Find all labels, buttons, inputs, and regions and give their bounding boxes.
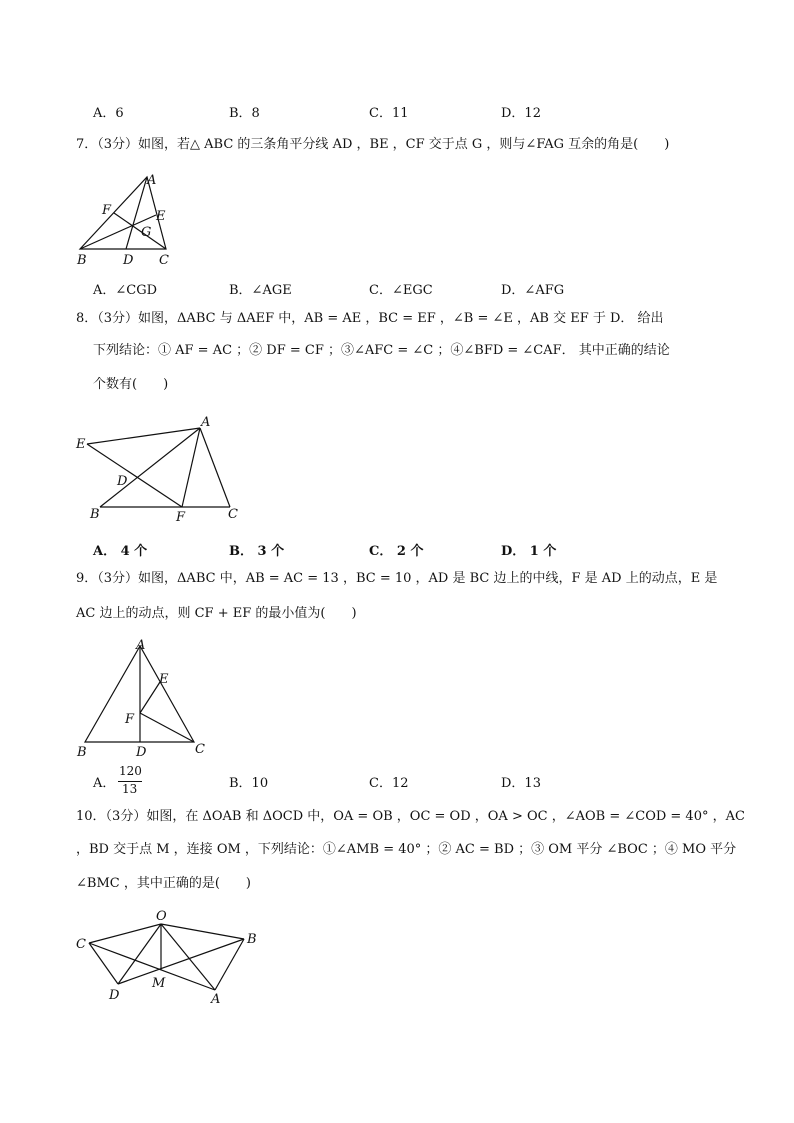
q9-option-c: C．12	[369, 776, 409, 791]
q7-label-d: D	[123, 253, 134, 268]
q8-option-a: A． 4 个	[93, 544, 148, 559]
q9-label-e: E	[159, 672, 169, 687]
q8-label-e: E	[76, 437, 86, 452]
q7-label-c: C	[159, 253, 169, 268]
q10-stem-line2: ，BD 交于点 M ，连接 OM ，下列结论：①∠AMB = 40° ；② AC = BD ；③ OM 平分 ∠BOC ；④ MO 平分	[76, 842, 737, 857]
q9-stem-line2: AC 边上的动点，则 CF + EF 的最小值为( )	[76, 606, 357, 621]
q9-label-a: A	[136, 638, 146, 653]
q7-option-b: B．∠AGE	[229, 283, 292, 298]
q10-figure	[70, 905, 270, 1010]
q7-label-g: G	[141, 225, 152, 240]
q9-option-a-prefix: A．	[93, 776, 116, 791]
q7-option-c: C．∠EGC	[369, 283, 433, 298]
q8-stem-line3: 个数有( )	[93, 377, 169, 392]
q9-figure	[70, 636, 220, 761]
q9-option-a-denominator: 13	[122, 782, 138, 796]
q8-option-b: B． 3 个	[229, 544, 285, 559]
q9-label-c: C	[195, 742, 205, 757]
q10-stem-line3: ∠BMC ，其中正确的是( )	[76, 876, 251, 891]
q9-option-d: D．13	[501, 776, 541, 791]
q7-option-a: A．∠CGD	[93, 283, 158, 298]
q10-label-a: A	[211, 992, 221, 1007]
q7-label-a: A	[147, 173, 157, 188]
q8-label-c: C	[228, 507, 238, 522]
q7-label-e: E	[156, 209, 166, 224]
q9-label-f: F	[125, 712, 135, 727]
q6-option-b: B．8	[229, 106, 260, 121]
q6-option-d: D．12	[501, 106, 541, 121]
q6-option-c: C．11	[369, 106, 409, 121]
q7-option-d: D．∠AFG	[501, 283, 565, 298]
q8-figure	[70, 410, 250, 525]
q9-option-b: B．10	[229, 776, 269, 791]
q10-stem-line1: 10．（3分）如图，在 ΔOAB 和 ΔOCD 中，OA = OB ，OC = OD ，OA > OC ，∠AOB = ∠COD = 40° ，AC	[76, 809, 745, 824]
q8-stem-line1: 8．（3分）如图，ΔABC 与 ΔAEF 中，AB = AE ，BC = EF ，∠B = ∠E ，AB 交 EF 于 D． 给出	[76, 311, 664, 326]
q7-label-b: B	[77, 253, 87, 268]
q10-label-m: M	[152, 976, 166, 991]
q8-option-d: D． 1 个	[501, 544, 557, 559]
q8-label-d: D	[117, 474, 128, 489]
q8-stem-line2: 下列结论：① AF = AC ；② DF = CF ；③∠AFC = ∠C ；④∠BFD = ∠CAF． 其中正确的结论	[93, 343, 670, 358]
q7-figure	[70, 165, 180, 270]
q9-stem-line1: 9．（3分）如图，ΔABC 中，AB = AC = 13 ，BC = 10 ，AD 是 BC 边上的中线，F 是 AD 上的动点，E 是	[76, 571, 718, 586]
q9-option-a-numerator: 120	[119, 764, 142, 778]
q8-option-c: C． 2 个	[369, 544, 424, 559]
q7-label-f: F	[102, 203, 112, 218]
q8-label-b: B	[90, 507, 100, 522]
q10-label-o: O	[156, 909, 167, 924]
q8-label-f: F	[176, 510, 186, 525]
q9-label-d: D	[136, 745, 147, 760]
q8-label-a: A	[201, 415, 211, 430]
q10-label-d: D	[109, 988, 120, 1003]
q10-label-c: C	[76, 937, 86, 952]
q6-option-a: A．6	[93, 106, 124, 121]
q10-label-b: B	[247, 932, 257, 947]
q7-stem: 7．（3分）如图，若△ ABC 的三条角平分线 AD ，BE ，CF 交于点 G ，则与∠FAG 互余的角是( )	[76, 137, 670, 152]
q9-label-b: B	[77, 745, 87, 760]
